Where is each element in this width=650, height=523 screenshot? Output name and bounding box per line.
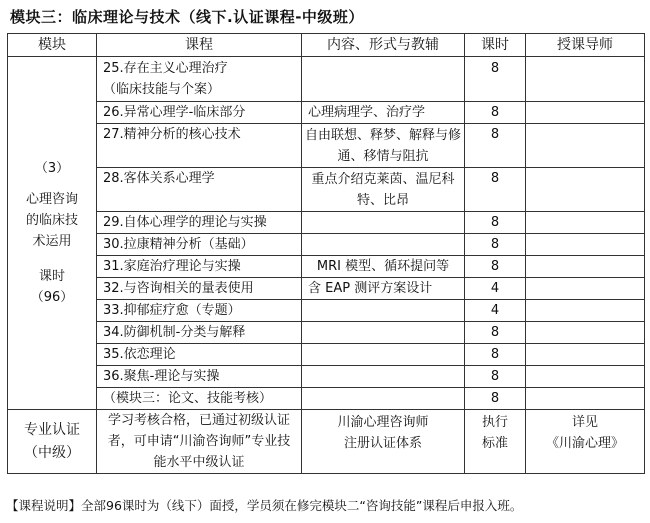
content-cell: 心理病理学、治疗学 [302,102,465,124]
course-cell: 33.抑郁症疗愈（专题） [97,300,302,322]
content-line: 特、比昂 [356,192,409,208]
teacher-cell [526,388,645,410]
module-number: （3） [34,161,70,176]
hours-cell: 8 [465,388,526,410]
requirement-line: 学习考核合格，已通过初级认证 [107,413,290,428]
course-cell [97,57,302,102]
content-cell [302,212,465,234]
certification-system-cell [302,410,465,474]
course-name: 25.存在主义心理治疗 [103,61,228,76]
table-row [8,234,645,256]
content-cell [302,366,465,388]
teacher-cell [526,366,645,388]
teacher-cell [526,234,645,256]
certification-row [8,410,645,474]
course-cell: 30.拉康精神分析（基础） [97,234,302,256]
hours-cell: 8 [465,212,526,234]
content-line: 重点介绍克莱茵、温尼科 [311,171,455,187]
content-cell [302,124,465,168]
module-hours-value: （96） [30,290,74,305]
content-cell [302,388,465,410]
course-cell: （模块三：论文、技能考核） [97,388,302,410]
teacher-cell [526,256,645,278]
reference-line: 详见 [571,415,598,430]
header-hours: 课时 [465,34,526,57]
content-cell [302,234,465,256]
course-cell: 31.家庭治疗理论与实操 [97,256,302,278]
content-cell [302,322,465,344]
system-line: 注册认证体系 [343,436,422,451]
content-cell: MRI 模型、循环提问等 [302,256,465,278]
content-line: 通、移情与阻抗 [337,148,429,164]
table-row [8,168,645,212]
hours-cell: 8 [465,124,526,168]
certification-module-cell [8,410,97,474]
header-teacher: 授课导师 [526,34,645,57]
course-cell: 36.聚焦-理论与实操 [97,366,302,388]
module-cell [8,57,97,410]
requirement-line: 能水平中级认证 [153,455,245,470]
course-cell: 28.客体关系心理学 [97,168,302,212]
content-cell [302,300,465,322]
course-cell: 26.异常心理学-临床部分 [97,102,302,124]
standard-line: 标准 [481,436,508,451]
module-name-l2: 的临床技 [25,213,78,228]
course-cell: 29.自体心理学的理论与实操 [97,212,302,234]
teacher-cell [526,322,645,344]
certification-label: 专业认证 [24,421,80,438]
table-row [8,57,645,102]
table-header-row [8,34,645,57]
table-row [8,344,645,366]
hours-cell: 4 [465,278,526,300]
teacher-cell [526,102,645,124]
hours-cell: 8 [465,102,526,124]
content-cell: 含 EAP 测评方案设计 [302,278,465,300]
table-row [8,322,645,344]
certification-requirement-cell [97,410,302,474]
certification-reference-cell [526,410,645,474]
teacher-cell [526,124,645,168]
teacher-cell [526,57,645,102]
certification-standard-cell [465,410,526,474]
content-cell [302,57,465,102]
header-course: 课程 [97,34,302,57]
hours-cell: 8 [465,322,526,344]
hours-cell: 8 [465,366,526,388]
table-row [8,388,645,410]
table-row [8,212,645,234]
table-row [8,278,645,300]
hours-cell: 8 [465,57,526,102]
table-row [8,300,645,322]
teacher-cell [526,344,645,366]
course-cell: 32.与咨询相关的量表使用 [97,278,302,300]
course-cell: 35.依恋理论 [97,344,302,366]
teacher-cell [526,278,645,300]
hours-cell: 8 [465,256,526,278]
teacher-cell [526,212,645,234]
hours-cell: 8 [465,168,526,212]
page-title: 模块三：临床理论与技术（线下.认证课程-中级班） [10,8,364,26]
reference-line: 《川渝心理》 [545,436,624,451]
module-name-l3: 术运用 [32,234,72,249]
course-cell: 27.精神分析的核心技术 [97,124,302,168]
teacher-cell [526,168,645,212]
course-table [7,33,645,474]
table-row [8,102,645,124]
hours-cell: 8 [465,234,526,256]
certification-level: （中级） [24,444,80,461]
module-hours-label: 课时 [38,269,65,284]
course-subtitle: （临床技能与个案） [103,82,221,97]
hours-cell: 4 [465,300,526,322]
teacher-cell [526,300,645,322]
table-row [8,124,645,168]
content-line: 自由联想、释梦、解释与修 [304,127,461,143]
hours-cell: 8 [465,344,526,366]
table-row [8,256,645,278]
requirement-line: 者，可申请“川渝咨询师”专业技 [107,434,291,449]
standard-line: 执行 [481,415,508,430]
module-name-l1: 心理咨询 [25,192,78,207]
content-cell [302,168,465,212]
system-line: 川渝心理咨询师 [337,415,429,430]
course-cell: 34.防御机制-分类与解释 [97,322,302,344]
course-note: 【课程说明】全部96课时为（线下）面授，学员须在修完模块二“咨询技能”课程后申报入班。 [6,498,523,513]
table-row [8,366,645,388]
content-cell [302,344,465,366]
header-content: 内容、形式与教辅 [302,34,465,57]
header-module: 模块 [8,34,97,57]
